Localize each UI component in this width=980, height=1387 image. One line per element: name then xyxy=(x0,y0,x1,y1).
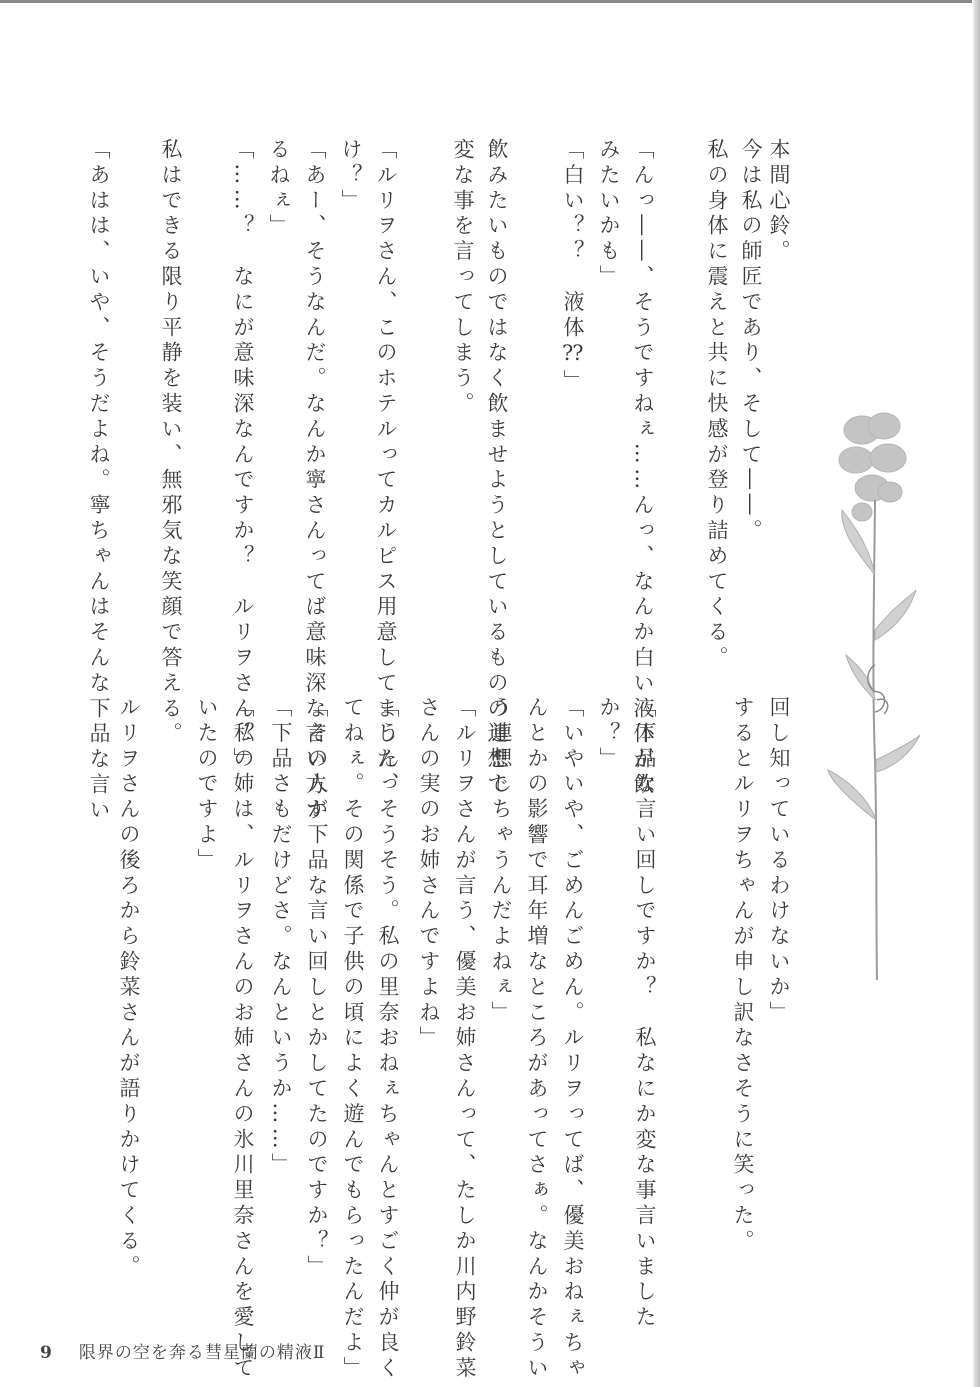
text-line: 「うん、そうそう。私の里奈おねぇちゃんとすごく仲が良く xyxy=(376,696,400,1382)
text-line: 飲みたいものではなく飲ませようとしているものの連想で xyxy=(485,138,509,799)
page-footer xyxy=(40,1338,325,1363)
text-line: 「ルリヲさんが言う、優美お姉さんって、たしか川内野鈴菜 xyxy=(453,696,477,1382)
text-line: か？」 xyxy=(597,696,621,773)
page-number: 9 xyxy=(40,1343,53,1363)
orchid-stem-icon xyxy=(820,400,930,990)
text-line: 「ルリヲさん、このホテルってカルピス用意してましたっ xyxy=(374,138,398,799)
text-line: 「……？ なにが意味深なんですか？ ルリヲさん？」 xyxy=(231,138,255,773)
text-line: 回し知っているわけないか」 xyxy=(767,696,791,1027)
scan-right-edge xyxy=(972,0,980,1387)
text-line: 「あー、そうなんだ。なんか寧さんってば意味深な言い方す xyxy=(303,138,327,824)
text-line: るねぇ」 xyxy=(267,138,291,240)
text-line: 本間心鈴。 xyxy=(767,138,791,265)
text-line: 私の身体に震えと共に快感が登り詰めてくる。 xyxy=(705,138,729,672)
text-line: 「下品さもだけどさ。なんというか……」 xyxy=(269,696,293,1179)
text-line: 「いやいや、ごめんごめん。ルリヲってば、優美おねぇちゃ xyxy=(561,696,585,1382)
book-title: 限界の空を奔る彗星蘭の精液Ⅱ xyxy=(78,1343,326,1363)
text-line: いたのですよ」 xyxy=(195,696,219,874)
text-line: 今は私の師匠であり、そして――。 xyxy=(739,138,763,545)
text-line: さんの実のお姉さんですよね」 xyxy=(417,696,441,1052)
text-line: 「白い？？ 液体⁇」 xyxy=(561,138,585,395)
text-line: 「あはは、いや、そうだよね。寧ちゃんはそんな下品な言い xyxy=(87,138,111,824)
text-line: てねぇ。その関係で子供の頃によく遊んでもらったんだよ」 xyxy=(341,696,365,1382)
text-line: 「下品な言い回しですか？ 私なにか変な事言いました xyxy=(633,696,657,1331)
text-line: ルリヲさんの後ろから鈴菜さんが語りかけてくる。 xyxy=(117,696,141,1281)
text-line: 私はできる限り平静を装い、無邪気な笑顔で答える。 xyxy=(159,138,183,748)
scan-top-edge xyxy=(0,0,980,3)
text-line: 「んっ――、そうですねぇ……んっ、なんか白い液体が飲 xyxy=(631,138,655,799)
text-line: 変な事を言ってしまう。 xyxy=(451,138,475,418)
text-line: するとルリヲちゃんが申し訳なさそうに笑った。 xyxy=(731,696,755,1255)
text-line: う連想しちゃうんだよねぇ」 xyxy=(489,696,513,1027)
text-line: 「その人が下品な言い回しとかしてたのですか？」 xyxy=(305,696,329,1281)
text-line: 「私の姉は、ルリヲさんのお姉さんの氷川里奈さんを愛して xyxy=(231,696,255,1382)
text-line: みたいかも」 xyxy=(597,138,621,291)
text-line: け？」 xyxy=(339,138,363,215)
text-line: んとかの影響で耳年増なところがあってさぁ。なんかそうい xyxy=(525,696,549,1382)
